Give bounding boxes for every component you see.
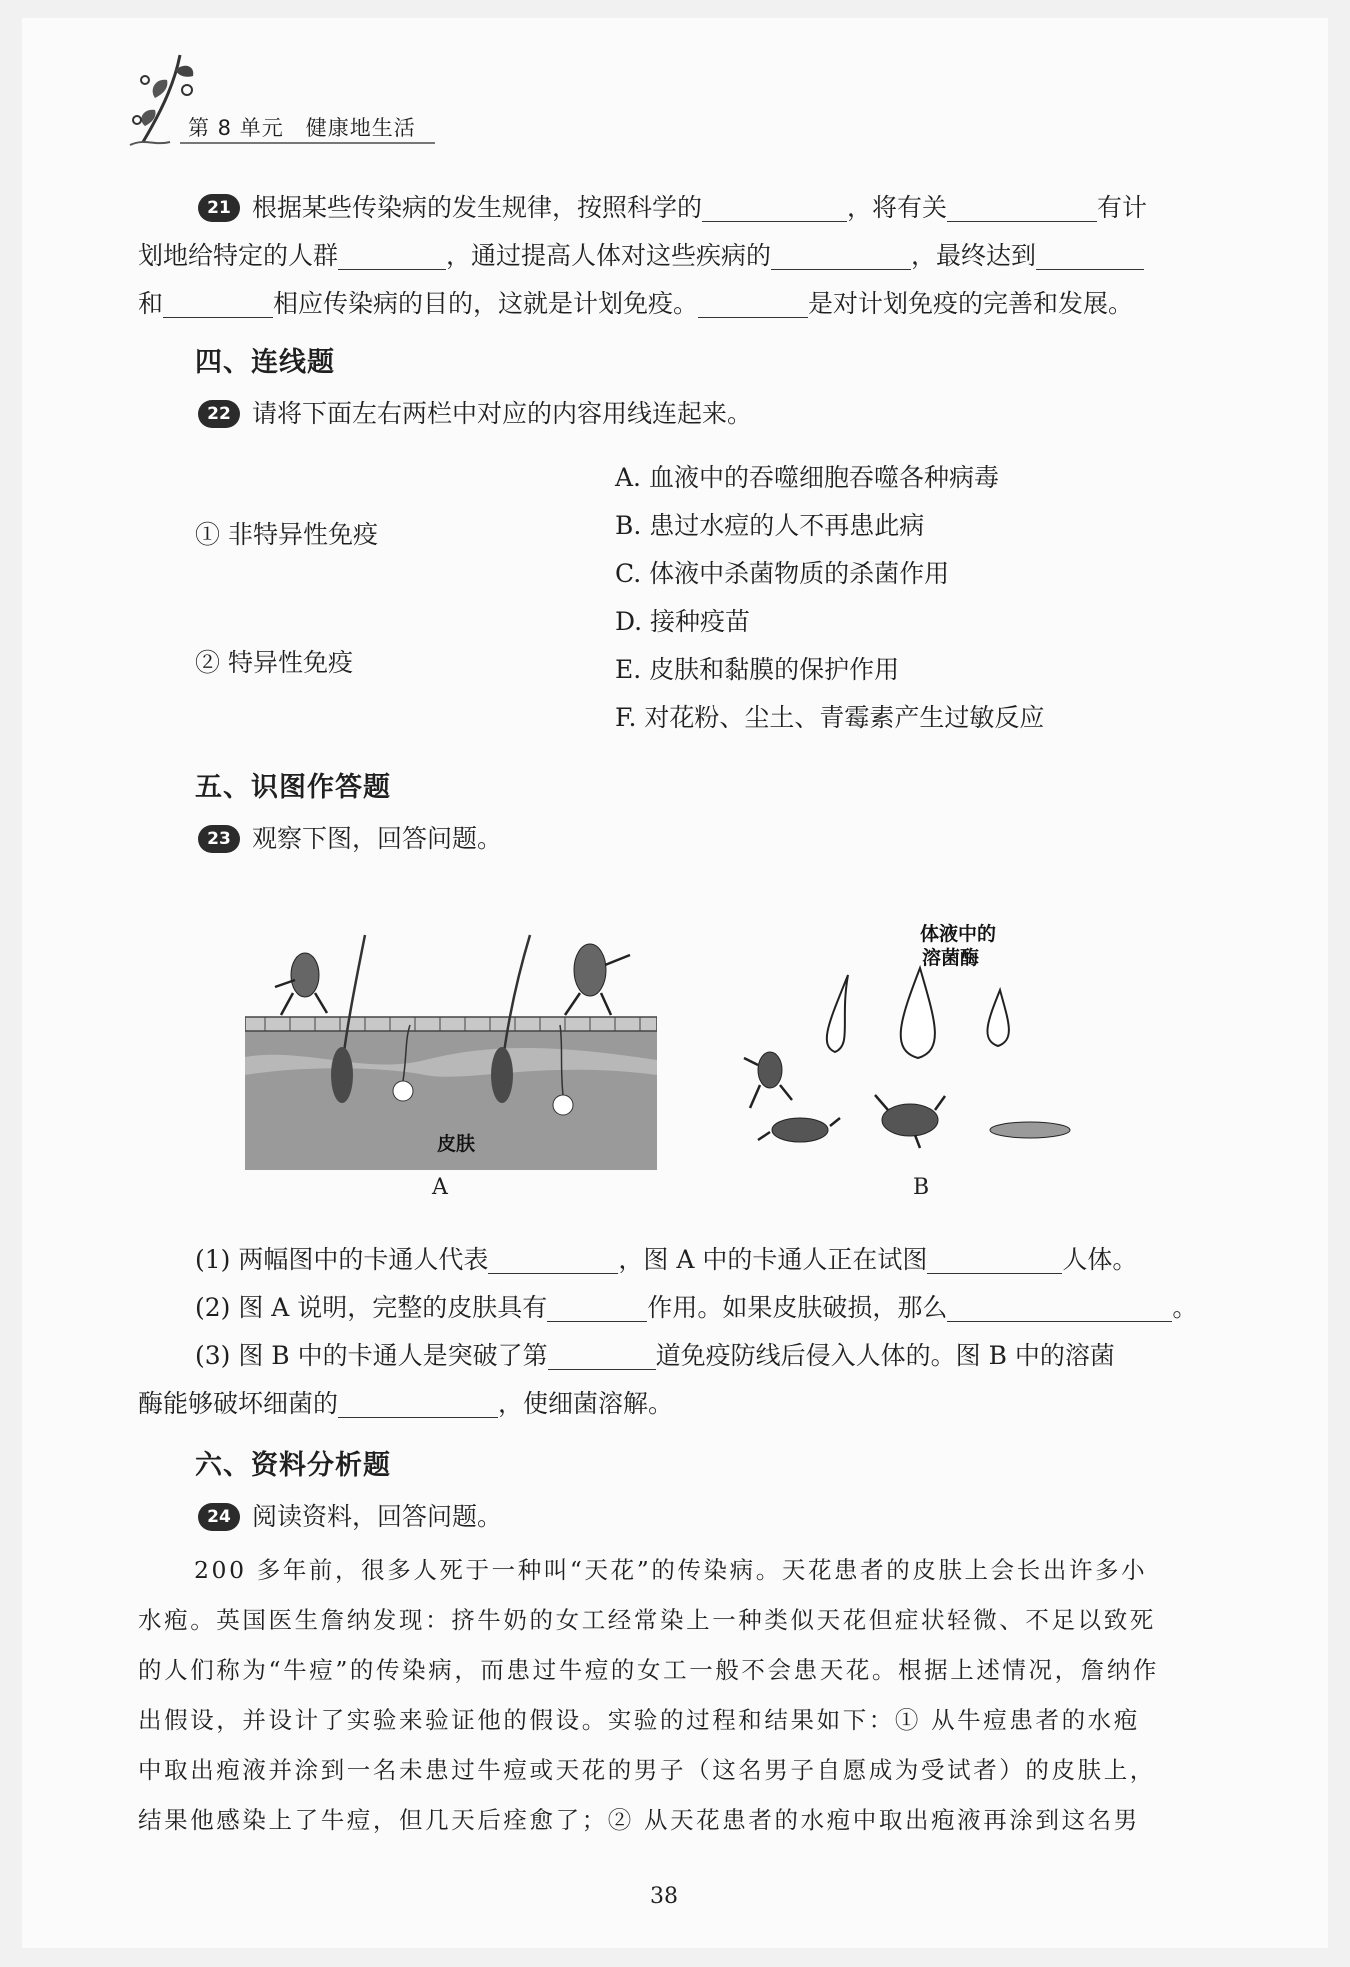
q22-prompt: 22 请将下面左右两栏中对应的内容用线连起来。 — [198, 390, 752, 438]
passage-line-6: 结果他感染上了牛痘，但几天后痊愈了；② 从天花患者的水疱中取出疱液再涂到这名男 — [138, 1806, 1140, 1834]
q21-blank-3[interactable] — [338, 239, 446, 270]
q21-blank-6[interactable] — [163, 287, 273, 318]
q23-sub-2: (2) 图 A 说明，完整的皮肤具有 作用。如果皮肤破损，那么 。 — [195, 1293, 1198, 1322]
q22-left-1[interactable]: ① 非特异性免疫 — [195, 520, 378, 549]
q22-right-b[interactable]: B. 患过水痘的人不再患此病 — [615, 511, 925, 540]
q22-right-d[interactable]: D. 接种疫苗 — [615, 607, 751, 636]
section-6-title: 六、资料分析题 — [195, 1450, 391, 1481]
q23-blank-2[interactable] — [927, 1243, 1062, 1274]
passage-line-5: 中取出疱液并涂到一名未患过牛痘或天花的男子（这名男子自愿成为受试者）的皮肤上， — [138, 1756, 1156, 1784]
q21-line-3: 和 相应传染病的目的，这就是计划免疫。 是对计划免疫的完善和发展。 — [138, 289, 1134, 318]
figure-a-caption: A — [432, 1175, 448, 1200]
q23-blank-3[interactable] — [547, 1291, 647, 1322]
q21-blank-4[interactable] — [771, 239, 911, 270]
q23-blank-4[interactable] — [947, 1291, 1172, 1322]
q21-blank-1[interactable] — [702, 191, 847, 222]
q21-line-1: 21 根据某些传染病的发生规律，按照科学的 ，将有关 有计 — [198, 184, 1198, 232]
q22-right-f[interactable]: F. 对花粉、尘土、青霉素产生过敏反应 — [615, 703, 1045, 732]
passage-line-2: 水疱。英国医生詹纳发现：挤牛奶的女工经常染上一种类似天花但症状轻微、不足以致死 — [138, 1606, 1156, 1634]
q23-number-badge: 23 — [198, 825, 240, 853]
q24-passage — [138, 1545, 1213, 1845]
q21-blank-7[interactable] — [698, 287, 808, 318]
q23-sub-1: (1) 两幅图中的卡通人代表 ，图 A 中的卡通人正在试图 人体。 — [195, 1245, 1138, 1274]
q22-left-2[interactable]: ② 特异性免疫 — [195, 648, 353, 677]
section-4-title: 四、连线题 — [195, 347, 335, 378]
q22-right-a[interactable]: A. 血液中的吞噬细胞吞噬各种病毒 — [615, 463, 999, 492]
passage-line-3: 的人们称为“牛痘”的传染病，而患过牛痘的女工一般不会患天花。根据上述情况，詹纳作 — [138, 1656, 1160, 1684]
section-5-title: 五、识图作答题 — [195, 772, 391, 803]
q21-blank-2[interactable] — [947, 191, 1097, 222]
figure-b-label-line-2: 溶菌酶 — [922, 947, 980, 969]
figure-a-skin-illustration — [245, 925, 657, 1170]
q24-number-badge: 24 — [198, 1503, 240, 1531]
q23-blank-5[interactable] — [548, 1339, 656, 1370]
q23-sub-3-cont: 酶能够破坏细菌的 ，使细菌溶解。 — [138, 1389, 674, 1418]
q21-line-2: 划地给特定的人群 ，通过提高人体对这些疾病的 ，最终达到 — [138, 232, 1198, 280]
q21-number-badge: 21 — [198, 194, 240, 222]
figure-a-skin-label: 皮肤 — [437, 1133, 476, 1155]
q23-prompt: 23 观察下图，回答问题。 — [198, 815, 502, 863]
q24-prompt: 24 阅读资料，回答问题。 — [198, 1493, 502, 1541]
q21-blank-5[interactable] — [1036, 239, 1144, 270]
q22-right-e[interactable]: E. 皮肤和黏膜的保护作用 — [615, 655, 900, 684]
q23-sub-3: (3) 图 B 中的卡通人是突破了第 道免疫防线后侵入人体的。图 B 中的溶菌 — [195, 1341, 1115, 1370]
page-number: 38 — [650, 1884, 678, 1909]
passage-line-1: 200 多年前，很多人死于一种叫“天花”的传染病。天花患者的皮肤上会长出许多小 — [194, 1556, 1148, 1584]
passage-line-4: 出假设，并设计了实验来验证他的假设。实验的过程和结果如下：① 从牛痘患者的水疱 — [138, 1706, 1140, 1734]
unit-header: 第 8 单元 健康地生活 — [188, 116, 416, 140]
header-rule — [180, 142, 435, 144]
q22-number-badge: 22 — [198, 400, 240, 428]
figure-b-lysozyme-illustration — [740, 920, 1085, 1170]
figure-b-label-line-1: 体液中的 — [920, 923, 997, 945]
q23-blank-6[interactable] — [338, 1387, 498, 1418]
figure-b-caption: B — [913, 1175, 930, 1200]
q23-blank-1[interactable] — [488, 1243, 618, 1274]
q22-right-c[interactable]: C. 体液中杀菌物质的杀菌作用 — [615, 559, 950, 588]
